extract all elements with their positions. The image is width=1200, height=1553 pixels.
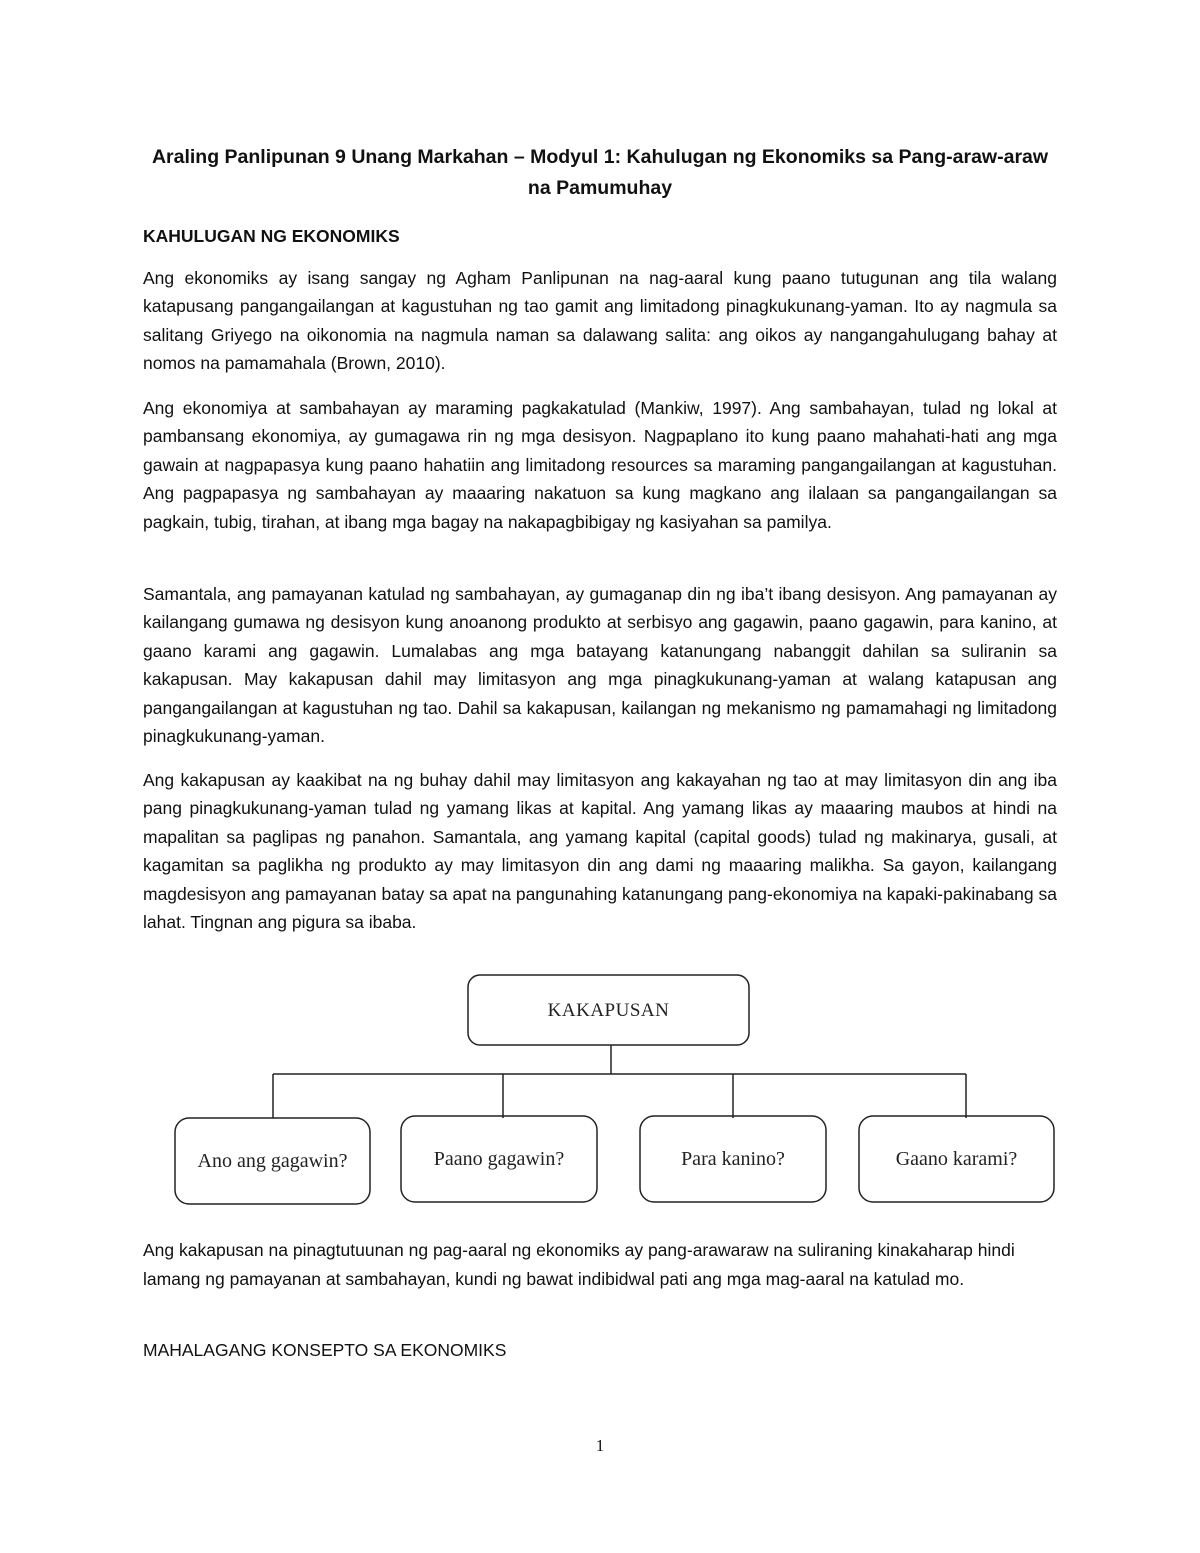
diagram-root-label: KAKAPUSAN — [547, 999, 670, 1021]
diagram-child-label-3: Para kanino? — [681, 1147, 785, 1170]
diagram-child-label-2: Paano gagawin? — [433, 1147, 565, 1170]
section-heading-mahalagang-konsepto: MAHALAGANG KONSEPTO SA EKONOMIKS — [143, 1340, 507, 1360]
diagram-child-label-4: Gaano karami? — [895, 1147, 1018, 1170]
page-number: 1 — [595, 1436, 605, 1455]
paragraph-1: Ang ekonomiks ay isang sangay ng Agham Panlipunan na nag-aaral kung paano tutugunan ang tila walang katapusang pangangailangan at kagustuhan ng tao gamit ang limitadong pinagkukunang-yaman. Ito ay nagmula sa salitang Griyego na oikonomia na nagmula naman sa dalawang salita: ang oikos ay nangangahulugang bahay at nomos na pamamahala (Brown, 2010). — [143, 268, 1057, 374]
paragraph-2: Ang ekonomiya at sambahayan ay maraming pagkakatulad (Mankiw, 1997). Ang sambahayan, tulad ng lokal at pambansang ekonomiya, ay gumagawa rin ng mga desisyon. Nagpaplano ito kung paano mahahati-hati ang mga gawain at nagpapasya kung paano hahatiin ang limitadong resources sa maraming pangangailangan at kagustuhan. Ang pagpapasya ng sambahayan ay maaaring nakatuon sa kung magkano ang ilalaan sa pangangailangan sa pagkain, tubig, tirahan, at ibang mga bagay na nakapagbibigay ng kasiyahan sa pamilya. — [143, 398, 1057, 532]
diagram-child-label-1: Ano ang gagawin? — [197, 1149, 348, 1172]
section-heading-kahulugan: KAHULUGAN NG EKONOMIKS — [143, 226, 400, 246]
paragraph-4: Ang kakapusan ay kaakibat na ng buhay dahil may limitasyon ang kakayahan ng tao at may limitasyon din ang iba pang pinagkukunang-yaman tulad ng yamang likas at kapital. Ang yamang likas ay maaaring maubos at hindi na mapalitan sa paglipas ng panahon. Samantala, ang yamang kapital (capital goods) tulad ng makinarya, gusali, at kagamitan sa paglikha ng produkto ay may limitasyon din ang dami ng maaaring malikha. Sa gayon, kailangang magdesisyon ang pamayanan batay sa apat na pangunahing katanungang pang-ekonomiya na kapaki-pakinabang sa lahat. Tingnan ang pigura sa ibaba. — [143, 770, 1057, 933]
paragraph-after-figure: Ang kakapusan na pinagtutuunan ng pag-aaral ng ekonomiks ay pang-arawaraw na suliraning kinakaharap hindi lamang ng pamayanan at sambahayan, kundi ng bawat indibidwal pati ang mga mag-aaral na katulad mo. — [143, 1240, 1015, 1289]
document-title: Araling Panlipunan 9 Unang Markahan – Modyul 1: Kahulugan ng Ekonomiks sa Pang-araw-araw na Pamumuhay — [151, 146, 1049, 199]
paragraph-3: Samantala, ang pamayanan katulad ng sambahayan, ay gumaganap din ng iba’t ibang desisyon. Ang pamayanan ay kailangang gumawa ng desisyon kung anoanong produkto at serbisyo ang gagawin, paano gagawin, para kanino, at gaano karami ang gagawin. Lumalabas ang mga batayang katanungang nabanggit dahilan sa suliranin sa kakapusan. May kakapusan dahil may limitasyon ang mga pinagkukunang-yaman at walang katapusan ang pangangailangan at kagustuhan ng tao. Dahil sa kakapusan, kailangan ng mekanismo ng pamamahagi ng limitadong pinagkukunang-yaman. — [143, 584, 1057, 747]
